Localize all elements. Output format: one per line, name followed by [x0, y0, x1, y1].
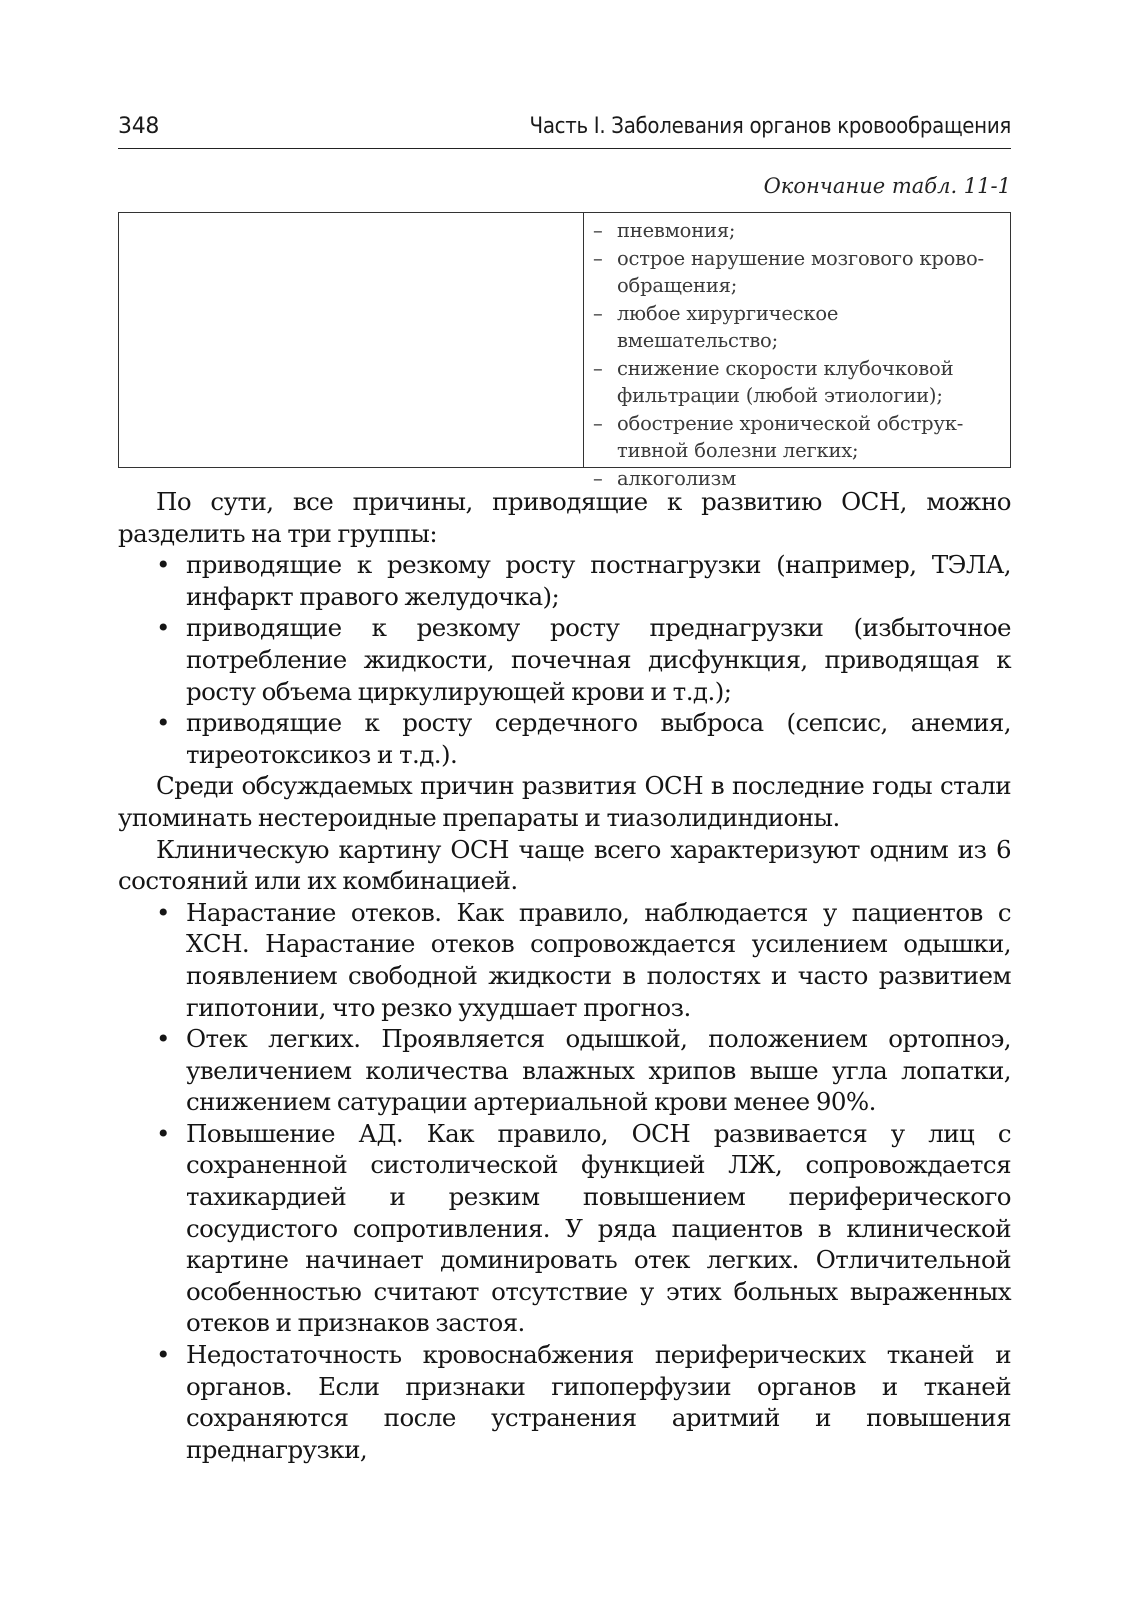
table-11-1-end: [118, 212, 1011, 490]
page-number: 348: [118, 114, 160, 139]
bullet-icon: •: [156, 1024, 170, 1054]
paragraph: По сути, все причины, приводящие к развитию ОСН, можно разделить на три группы:: [118, 487, 1011, 548]
list-item-text: приводящие к резкому росту постнагрузки (например, ТЭЛА, инфаркт правого желудочка);: [186, 550, 1011, 611]
list-item: [118, 1118, 1011, 1339]
list-item: – пневмония;: [585, 217, 1005, 245]
bullet-icon: •: [156, 708, 170, 738]
list-item: – острое нарушение мозгового крово-обращения;: [585, 245, 1005, 300]
body-text: [118, 486, 1011, 1465]
list-item-text: Повышение АД. Как правило, ОСН развивается у лиц с сохраненной систолической функцией ЛЖ, сопровождается тахикардией и резким повышением периферического сосудистого сопротивления. У ряда пациентов в клинической картине начинает доминировать отек легких. Отличительной особенностью считают отсутствие у этих больных выраженных отеков и признаков застоя.: [186, 1118, 1011, 1338]
bullet-icon: •: [156, 1340, 170, 1370]
list-item-text: приводящие к росту сердечного выброса (сепсис, анемия, тиреотоксикоз и т.д.).: [186, 708, 1011, 769]
bullet-icon: •: [156, 897, 170, 927]
list-item-text: Отек легких. Проявляется одышкой, положением ортопноэ, увеличением количества влажных хрипов выше угла лопатки, снижением сатурации артериальной крови менее 90%.: [186, 1024, 1011, 1117]
list-item-text: Недостаточность кровоснабжения периферических тканей и органов. Если признаки гипоперфузии органов и тканей сохраняются после устранения аритмий и повышения преднагрузки,: [186, 1340, 1011, 1464]
running-title: Часть I. Заболевания органов кровообращения: [529, 114, 1011, 139]
list-item: – алкоголизм: [585, 465, 1005, 493]
running-head: [118, 110, 1011, 149]
list-item: [118, 897, 1011, 1023]
bullet-icon: •: [156, 1118, 170, 1148]
list-item: – снижение скорости клубочковой фильтрации (любой этиологии);: [585, 355, 1005, 410]
list-item: [118, 1023, 1011, 1118]
table-cell-left: [119, 213, 584, 467]
bullet-icon: •: [156, 613, 170, 643]
list-item: [118, 707, 1011, 770]
list-item: [118, 1339, 1011, 1465]
bullet-icon: •: [156, 550, 170, 580]
list-item-text: приводящие к резкому росту преднагрузки (избыточное потребление жидкости, почечная дисфункция, приводящая к росту объема циркулирующей крови и т.д.);: [186, 613, 1011, 706]
list-item: [118, 549, 1011, 612]
clinical-states-list: [118, 897, 1011, 1466]
table-cell-right: [585, 217, 1005, 492]
table-caption: Окончание табл. 11-1: [763, 174, 1011, 198]
paragraph: Клиническую картину ОСН чаще всего характеризуют одним из 6 состояний или их комбинацией.: [118, 834, 1011, 896]
list-item: [118, 612, 1011, 707]
list-item-text: Нарастание отеков. Как правило, наблюдается у пациентов с ХСН. Нарастание отеков сопровождается усилением одышки, появлением свободной жидкости в полостях и часто развитием гипотонии, что резко ухудшает прогноз.: [186, 897, 1011, 1022]
list-item: – любое хирургическое вмешательство;: [585, 300, 1005, 355]
cause-groups-list: [118, 549, 1011, 770]
list-item: – обострение хронической обструк-тивной болезни легких;: [585, 410, 1005, 465]
paragraph: Среди обсуждаемых причин развития ОСН в последние годы стали упоминать нестероидные препараты и тиазолидиндионы.: [118, 771, 1011, 832]
risk-factor-list: [585, 217, 1005, 492]
